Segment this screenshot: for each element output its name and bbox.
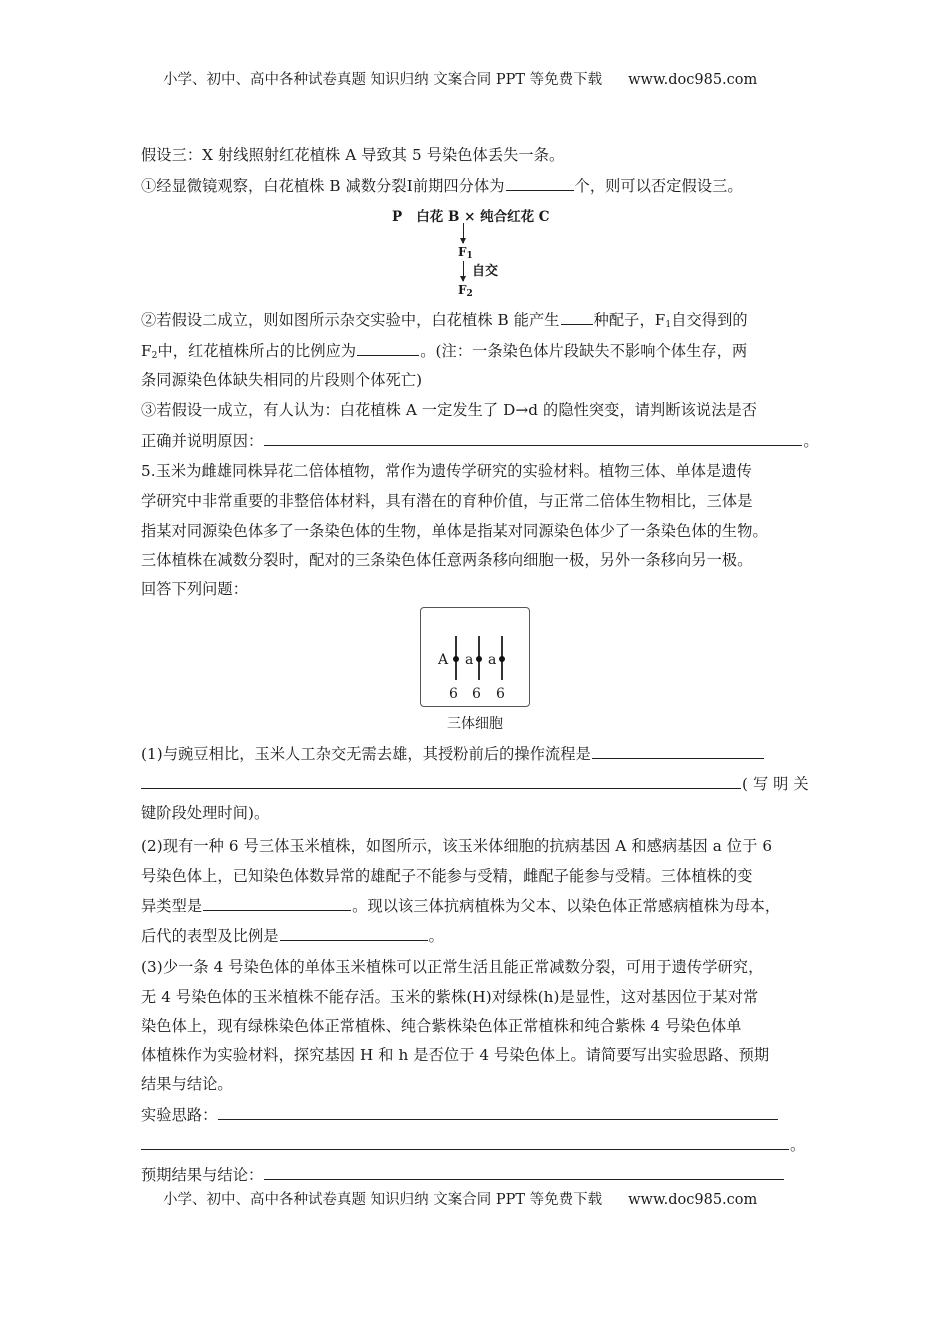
footer-url: www.doc985.com [628, 1192, 758, 1208]
sub3-text: 。 [803, 432, 819, 450]
allele-label: a [488, 652, 497, 668]
part2-text: 后代的表型及比例是 [141, 927, 279, 945]
chromosome-icon [501, 636, 503, 680]
cross-symbol: × [464, 209, 476, 225]
figure-caption: 三体细胞 [447, 716, 503, 732]
parent-white-flower-b: 白花 B [416, 209, 460, 225]
part-1-line-2 [141, 773, 809, 794]
sub1-text-a: ①经显微镜观察，白花植株 B 减数分裂Ⅰ前期四分体为 [141, 177, 505, 195]
sub-question-1 [141, 175, 743, 196]
q5-intro-line: 回答下列问题： [141, 580, 249, 598]
part-3-line: (3)少一条 4 号染色体的单体玉米植株可以正常生活且能正常减数分裂，可用于遗传学研究， [141, 958, 764, 976]
answer-blank-reason[interactable] [264, 430, 802, 446]
part-3-line: 无 4 号染色体的玉米植株不能存活。玉米的紫株(H)对绿株(h)是显性，这对基因位于某对常 [141, 988, 759, 1006]
part-2-line-3 [141, 895, 780, 916]
q5-intro-line: 5.玉米为雌雄同株异花二倍体植物，常作为遗传学研究的实验材料。植物三体、单体是遗传 [141, 462, 752, 480]
part-3-line: 染色体上，现有绿株染色体正常植株、纯合紫株染色体正常植株和纯合紫株 4 号染色体单 [141, 1017, 742, 1035]
allele-label: A [438, 652, 449, 668]
part1-text: (1)与豌豆相比，玉米人工杂交无需去雄，其授粉前后的操作流程是 [141, 745, 591, 763]
sub1-text-b: 个，则可以否定假设三。 [574, 177, 743, 195]
selfing-label: 自交 [472, 264, 499, 279]
cross-diagram [390, 205, 570, 300]
hypothesis-three: 假设三：X 射线照射红花植株 A 导致其 5 号染色体丢失一条。 [141, 146, 565, 164]
page-footer [163, 1190, 757, 1210]
chromosome-icon [455, 636, 457, 680]
part-2-line-1: (2)现有一种 6 号三体玉米植株，如图所示，该玉米体细胞的抗病基因 A 和感病基因 a 位于 6 [141, 837, 773, 855]
f1-label: $F_1$ [458, 245, 473, 261]
footer-text: 小学、初中、高中各种试卷真题 知识归纳 文案合同 PPT 等免费下载 [163, 1192, 603, 1208]
part-1-line-1 [141, 743, 765, 764]
expected-result-label: 预期结果与结论： [141, 1166, 264, 1184]
part1-text: ( 写 明 关 [742, 775, 809, 793]
subscript: 1 [665, 320, 672, 330]
answer-blank-procedure[interactable] [592, 743, 764, 759]
answer-blank-red-ratio[interactable] [357, 340, 419, 356]
answer-blank-experiment-idea-cont[interactable] [141, 1134, 789, 1150]
period: 。 [790, 1136, 806, 1154]
sub-question-3-line-1: ③若假设一成立，有人认为：白花植株 A 一定发生了 D→d 的隐性突变，请判断该说法是否 [141, 401, 758, 419]
header-text: 小学、初中、高中各种试卷真题 知识归纳 文案合同 PPT 等免费下载 [163, 72, 603, 88]
part-2-line-4 [141, 925, 444, 946]
sub-question-2-line-3: 条同源染色体缺失相同的片段则个体死亡) [141, 371, 423, 389]
answer-blank-offspring-ratio[interactable] [280, 925, 428, 941]
part2-text: 。 [428, 927, 444, 945]
parent-pure-red-flower-c: 纯合红花 C [480, 209, 550, 225]
experiment-idea-label: 实验思路： [141, 1106, 218, 1124]
answer-blank-procedure-cont[interactable] [141, 773, 741, 789]
experiment-idea-row [141, 1104, 779, 1125]
sub2-text: F [141, 342, 152, 360]
part2-text: 。现以该三体抗病植株为父本、以染色体正常感病植株为母本， [352, 897, 781, 915]
sub2-text: 自交得到的 [671, 311, 748, 329]
sub2-text: 中，红花植株所占的比例应为 [157, 342, 357, 360]
allele-label: a [465, 652, 474, 668]
answer-blank-tetrads[interactable] [506, 175, 574, 191]
q5-intro-line: 三体植株在减数分裂时，配对的三条染色体任意两条移向细胞一极，另外一条移向另一极。 [141, 551, 753, 569]
page-header [163, 70, 757, 90]
q5-intro-line: 指某对同源染色体多了一条染色体的生物，单体是指某对同源染色体少了一条染色体的生物。 [141, 522, 768, 540]
part-2-line-2: 号染色体上，已知染色体数异常的雄配子不能参与受精，雌配子能参与受精。三体植株的变 [141, 867, 753, 885]
chromosome-icon [478, 636, 480, 680]
part-3-line: 体植株作为实验材料，探究基因 H 和 h 是否位于 4 号染色体上。请简要写出实验思路、预期 [141, 1046, 770, 1064]
arrow-down-icon [463, 261, 464, 281]
f2-label: $F_2$ [458, 283, 473, 299]
experiment-idea-row-2 [141, 1134, 805, 1155]
trisomy-cell-figure [420, 607, 530, 707]
part-3-line: 结果与结论。 [141, 1075, 233, 1093]
q5-intro-line: 学研究中非常重要的非整倍体材料，具有潜在的育种价值，与正常二倍体生物相比，三体是 [141, 492, 753, 510]
chromosome-number: 6 [472, 686, 481, 702]
parent-generation-row [392, 205, 550, 225]
sub-question-2-line-2 [141, 340, 747, 361]
sub-question-3-line-2 [141, 430, 819, 451]
header-url: www.doc985.com [628, 72, 758, 88]
p-label: P [392, 209, 403, 225]
answer-blank-experiment-idea[interactable] [218, 1104, 778, 1120]
sub2-text: ②若假设二成立，则如图所示杂交实验中，白花植株 B 能产生 [141, 311, 560, 329]
arrow-down-icon [463, 223, 464, 243]
answer-blank-expected-result[interactable] [264, 1164, 784, 1180]
sub2-text: 。(注：一条染色体片段缺失不影响个体生存，两 [420, 342, 748, 360]
answer-blank-variation-type[interactable] [203, 895, 351, 911]
chromosome-number: 6 [496, 686, 505, 702]
expected-result-row [141, 1164, 785, 1185]
subscript: 2 [151, 351, 158, 361]
sub-question-2-line-1 [141, 309, 748, 330]
answer-blank-gamete-types[interactable] [561, 309, 593, 325]
sub3-text: 正确并说明原因： [141, 432, 264, 450]
sub2-text: 种配子，F [593, 311, 666, 329]
part-1-line-3: 键阶段处理时间)。 [141, 804, 270, 822]
part2-text: 异类型是 [141, 897, 203, 915]
chromosome-number: 6 [449, 686, 458, 702]
